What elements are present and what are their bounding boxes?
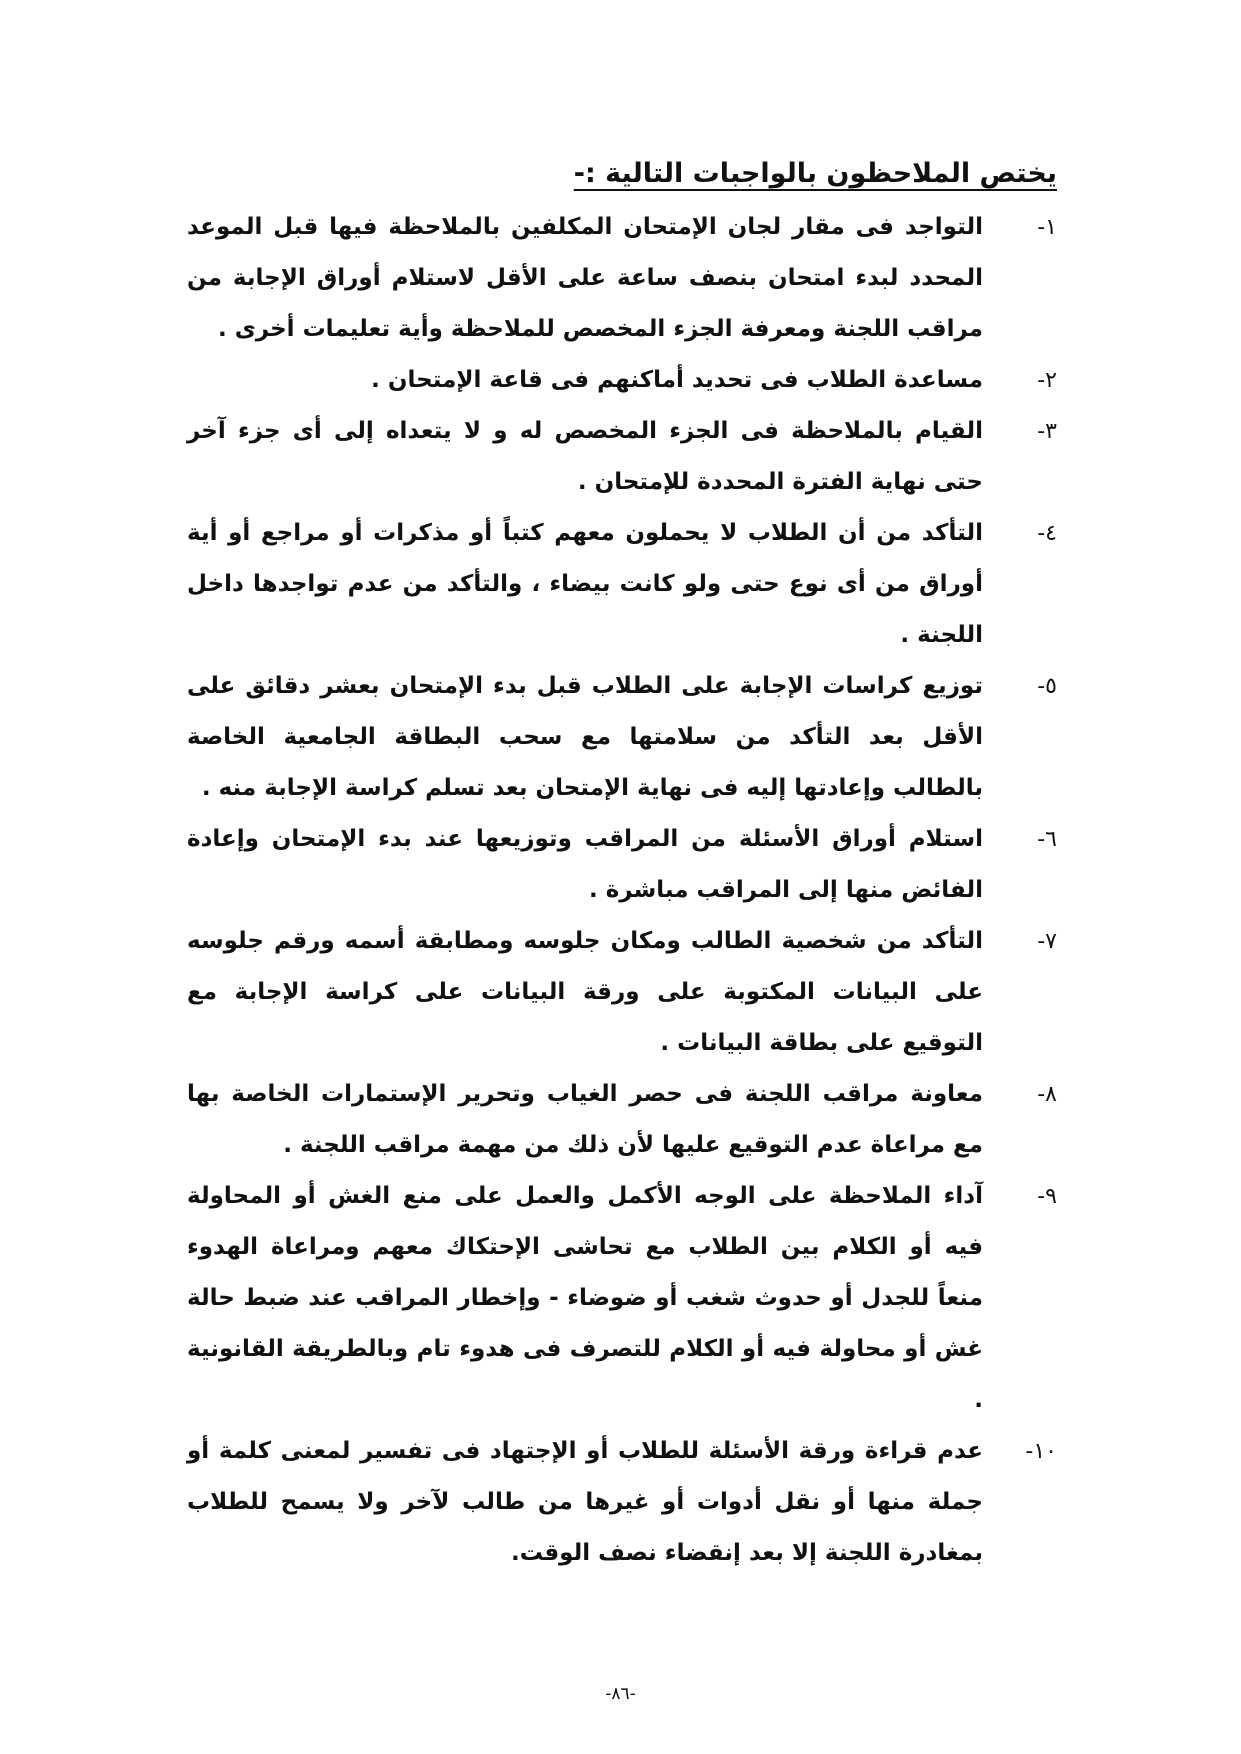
list-item xyxy=(187,1426,1057,1579)
list-item xyxy=(187,1069,1057,1171)
item-number: ٥- xyxy=(1037,674,1057,699)
list-item xyxy=(187,406,1057,508)
item-text: استلام أوراق الأسئلة من المراقب وتوزيعها عند بدء الإمتحان وإعادة الفائض منها إلى المراقب مباشرة . xyxy=(187,826,983,903)
item-text: معاونة مراقب اللجنة فى حصر الغياب وتحرير الإستمارات الخاصة بها مع مراعاة عدم التوقيع عليها لأن ذلك من مهمة مراقب اللجنة . xyxy=(187,1081,983,1158)
list-item xyxy=(187,661,1057,814)
list-item xyxy=(187,508,1057,661)
item-number: ٤- xyxy=(1037,521,1057,546)
item-text: توزيع كراسات الإجابة على الطلاب قبل بدء الإمتحان بعشر دقائق على الأقل بعد التأكد من سلامتها مع سحب البطاقة الجامعية الخاصة بالطالب وإعادتها إليه فى نهاية الإمتحان بعد تسلم كراسة الإجابة منه . xyxy=(187,673,983,801)
item-text: التأكد من أن الطلاب لا يحملون معهم كتباً أو مذكرات أو مراجع أو أية أوراق من أى نوع حتى ولو كانت بيضاء ، والتأكد من عدم تواجدها داخل اللجنة . xyxy=(187,520,983,648)
item-number: ٨- xyxy=(1037,1082,1057,1107)
item-number: ٩- xyxy=(1037,1184,1057,1209)
item-text: القيام بالملاحظة فى الجزء المخصص له و لا يتعداه إلى أى جزء آخر حتى نهاية الفترة المحددة للإمتحان . xyxy=(187,418,983,495)
list-item xyxy=(187,916,1057,1069)
item-text: التأكد من شخصية الطالب ومكان جلوسه ومطابقة أسمه ورقم جلوسه على البيانات المكتوبة على ورقة البيانات على كراسة الإجابة مع التوقيع على بطاقة البيانات . xyxy=(187,928,983,1056)
item-number: ٣- xyxy=(1037,419,1057,444)
item-text: عدم قراءة ورقة الأسئلة للطلاب أو الإجتهاد فى تفسير لمعنى كلمة أو جملة منها أو نقل أدوات أو غيرها من طالب لآخر ولا يسمح للطلاب بمغادرة اللجنة إلا بعد إنقضاء نصف الوقت. xyxy=(187,1438,983,1566)
duties-list xyxy=(187,202,1057,1579)
list-item xyxy=(187,814,1057,916)
item-text: آداء الملاحظة على الوجه الأكمل والعمل على منع الغش أو المحاولة فيه أو الكلام بين الطلاب مع تحاشى الإحتكاك معهم ومراعاة الهدوء منعاً للجدل أو حدوث شغب أو ضوضاء - وإخطار المراقب عند ضبط حالة غش أو محاولة فيه أو الكلام للتصرف فى هدوء تام وبالطريقة القانونية . xyxy=(187,1183,983,1413)
page-number: -٨٦- xyxy=(605,1684,636,1704)
item-text: مساعدة الطلاب فى تحديد أماكنهم فى قاعة الإمتحان . xyxy=(371,367,983,393)
list-item xyxy=(187,355,1057,406)
item-number: ٢- xyxy=(1037,368,1057,393)
list-item xyxy=(187,202,1057,355)
item-number: ٧- xyxy=(1037,929,1057,954)
section-heading: يختص الملاحظون بالواجبات التالية :- xyxy=(573,158,1057,189)
item-number: ٦- xyxy=(1037,827,1057,852)
item-number: ١٠- xyxy=(1025,1439,1057,1464)
item-number: ١- xyxy=(1037,215,1057,240)
item-text: التواجد فى مقار لجان الإمتحان المكلفين بالملاحظة فيها قبل الموعد المحدد لبدء امتحان بنصف ساعة على الأقل لاستلام أوراق الإجابة من مراقب اللجنة ومعرفة الجزء المخصص للملاحظة وأية تعليمات أخرى . xyxy=(187,214,983,342)
list-item xyxy=(187,1171,1057,1426)
